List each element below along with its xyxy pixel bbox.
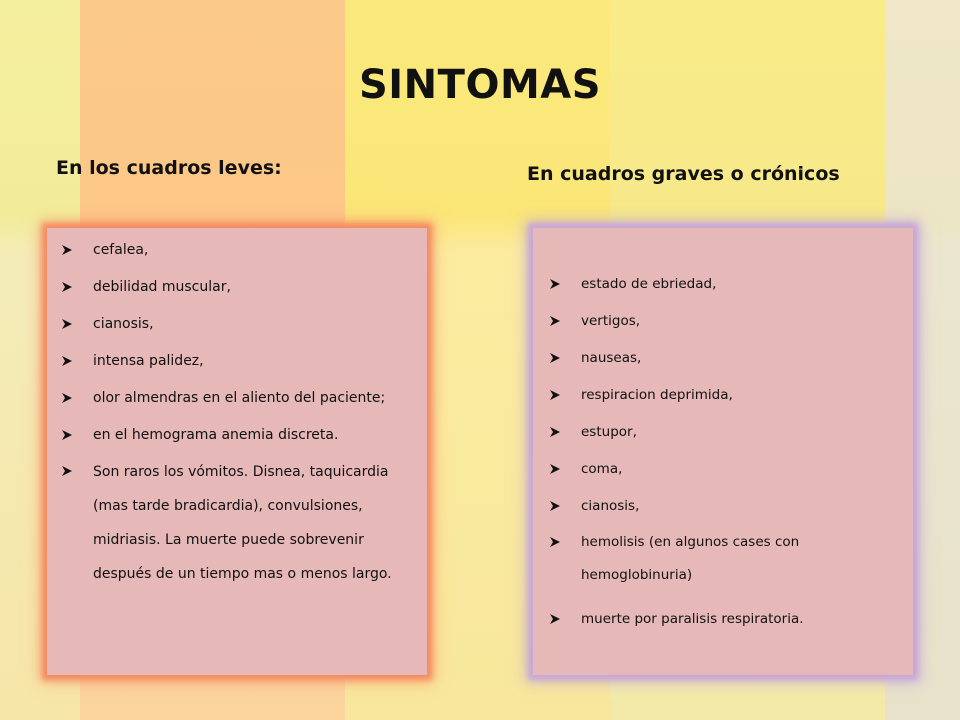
- list-item: [59, 425, 419, 445]
- list-item-text: estado de ebriedad,: [581, 276, 717, 292]
- list-item-text: vertigos,: [581, 313, 641, 329]
- list-item: [547, 496, 907, 516]
- list-item: [547, 311, 907, 331]
- list-item-text: intensa palidez,: [93, 353, 204, 369]
- list-item: [547, 385, 907, 405]
- list-item-text: nauseas,: [581, 350, 642, 366]
- arrow-bullet-icon: [547, 276, 563, 292]
- arrow-bullet-icon: [547, 313, 563, 329]
- arrow-bullet-icon: [547, 350, 563, 366]
- list-item: [59, 240, 419, 260]
- list-item-text: debilidad muscular,: [93, 279, 231, 295]
- right-column-heading: En cuadros graves o crónicos: [527, 163, 840, 185]
- right-symptoms-list: [547, 274, 907, 646]
- list-item-text: olor almendras en el aliento del paciente;: [93, 390, 386, 406]
- list-item: [59, 351, 419, 371]
- list-item: [547, 422, 907, 442]
- list-item: [59, 314, 419, 334]
- list-item: [547, 459, 907, 479]
- list-item-text: cianosis,: [93, 316, 154, 332]
- arrow-bullet-icon: [59, 390, 75, 406]
- left-symptoms-list: [59, 240, 419, 608]
- arrow-bullet-icon: [59, 463, 75, 479]
- list-item: [547, 274, 907, 294]
- arrow-bullet-icon: [59, 427, 75, 443]
- arrow-bullet-icon: [59, 242, 75, 258]
- list-item-text: estupor,: [581, 424, 637, 440]
- arrow-bullet-icon: [59, 353, 75, 369]
- list-item-text: hemolisis (en algunos cases con hemoglobinuria): [581, 534, 800, 583]
- list-item-text: cefalea,: [93, 242, 149, 258]
- arrow-bullet-icon: [547, 534, 563, 550]
- left-column-heading: En los cuadros leves:: [56, 157, 282, 179]
- list-item: [59, 277, 419, 297]
- list-item-text: Son raros los vómitos. Disnea, taquicardia (mas tarde bradicardia), convulsiones, midriasis. La muerte puede sobrevenir después de un tiempo mas o menos largo.: [93, 464, 392, 582]
- right-symptoms-panel: [533, 228, 913, 675]
- list-item-text: cianosis,: [581, 498, 640, 514]
- list-item: [547, 348, 907, 368]
- arrow-bullet-icon: [59, 279, 75, 295]
- list-item: [547, 526, 907, 592]
- list-item: [547, 609, 907, 629]
- arrow-bullet-icon: [547, 387, 563, 403]
- list-item-text: coma,: [581, 461, 623, 477]
- list-item-text: muerte por paralisis respiratoria.: [581, 611, 804, 627]
- left-symptoms-panel: [47, 228, 427, 675]
- list-item: [59, 388, 419, 408]
- slide-title: SINTOMAS: [358, 62, 602, 108]
- arrow-bullet-icon: [547, 461, 563, 477]
- arrow-bullet-icon: [547, 611, 563, 627]
- list-item-text: respiracion deprimida,: [581, 387, 733, 403]
- arrow-bullet-icon: [547, 498, 563, 514]
- list-item: [59, 455, 419, 591]
- arrow-bullet-icon: [59, 316, 75, 332]
- arrow-bullet-icon: [547, 424, 563, 440]
- list-item-text: en el hemograma anemia discreta.: [93, 427, 339, 443]
